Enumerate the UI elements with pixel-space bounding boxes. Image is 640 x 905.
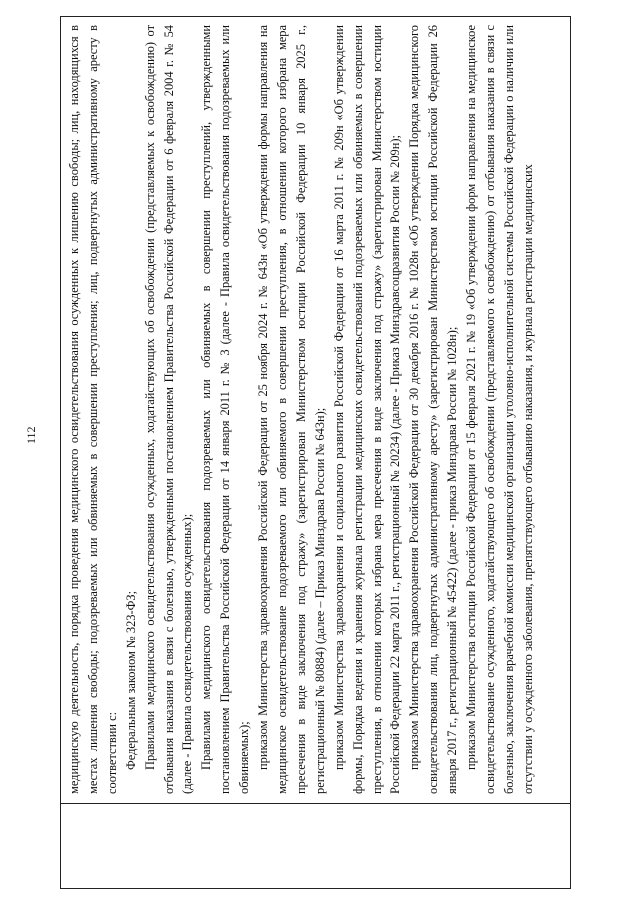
paragraph: медицинскую деятельность, порядка проведения медицинского освидетельствования осужденных к лишению свободы; лиц, находящихся в местах лишения свободы; подозреваемых или обвиняемых в совершении преступления; лиц, подвергнутых административному аресту в соответствии с: [67,25,119,794]
table-cell-text [61,17,572,802]
paragraph: приказом Министерства здравоохранения Российской Федерации от 25 ноября 2024 г. № 643н «Об утверждении формы направления на медицинское освидетельствование подозреваемого или обвиняемого в совершении преступления, в отношении которого избрана мера пресечения в виде заключения под стражу» (зарегистрирован Министерством юстиции Российской Федерации 10 января 2025 г., регистрационный № 80884) (далее – Приказ Минздрава России № 643н); [256,25,327,794]
paragraph: Федеральным законом № 323-ФЗ; [123,590,138,770]
table-row-divider [61,803,570,804]
paragraph: приказом Министерства здравоохранения Российской Федерации от 30 декабря 2016 г. № 1028н «Об утверждении Порядка медицинского освидетельствования лиц, подвергнутых административному аресту» (зарегистрирован Министерством юстиции Российской Федерации 26 января 2017 г., регистрационный № 45422) (далее - приказ Минздрава России № 1028н); [407,25,460,794]
paragraph: приказом Министерства юстиции Российской Федерации от 15 февраля 2021 г. № 19 «Об утверждении форм направления на медицинское освидетельствование осужденного, ходатайствующего об освобождении (представляемого к освобождению) от отбывания наказания в связи с болезнью, заключения врачебной комиссии медицинской организации уголовно-исполнительной системы Российской Федерации о наличии или отсутствии у осужденного заболевания, препятствующего отбыванию наказания, и журнала регистрации медицинских [464,25,535,794]
document-table [60,16,571,889]
paragraph: приказом Министерства здравоохранения и социального развития Российской Федерации от 16 марта 2011 г. № 209н «Об утверждении формы, Порядка ведения и хранения журнала регистрации медицинских освидетельствований подозреваемых или обвиняемых в совершении преступления, в отношении которых избрана мера пресечения в виде заключения под стражу» (зарегистрирован Министерством юстиции Российской Федерации 22 марта 2011 г., регистрационный № 20234) (далее - Приказ Минздравсоцразвития России № 209н); [331,25,403,794]
paragraph: Правилами медицинского освидетельствования осужденных, ходатайствующих об освобождении (представляемых к освобождению) от отбывания наказания в связи с болезнью, утвержденными постановлением Правительства Российской Федерации от 6 февраля 2004 г. № 54 (далее - Правила освидетельствования осужденных); [142,25,195,794]
page-number: 112 [24,426,38,444]
paragraph: Правилами медицинского освидетельствования подозреваемых или обвиняемых в совершении преступлений, утвержденными постановлением Правительства Российской Федерации от 14 января 2011 г. № 3 (далее - Правила освидетельствования подозреваемых или обвиняемых); [199,25,252,794]
